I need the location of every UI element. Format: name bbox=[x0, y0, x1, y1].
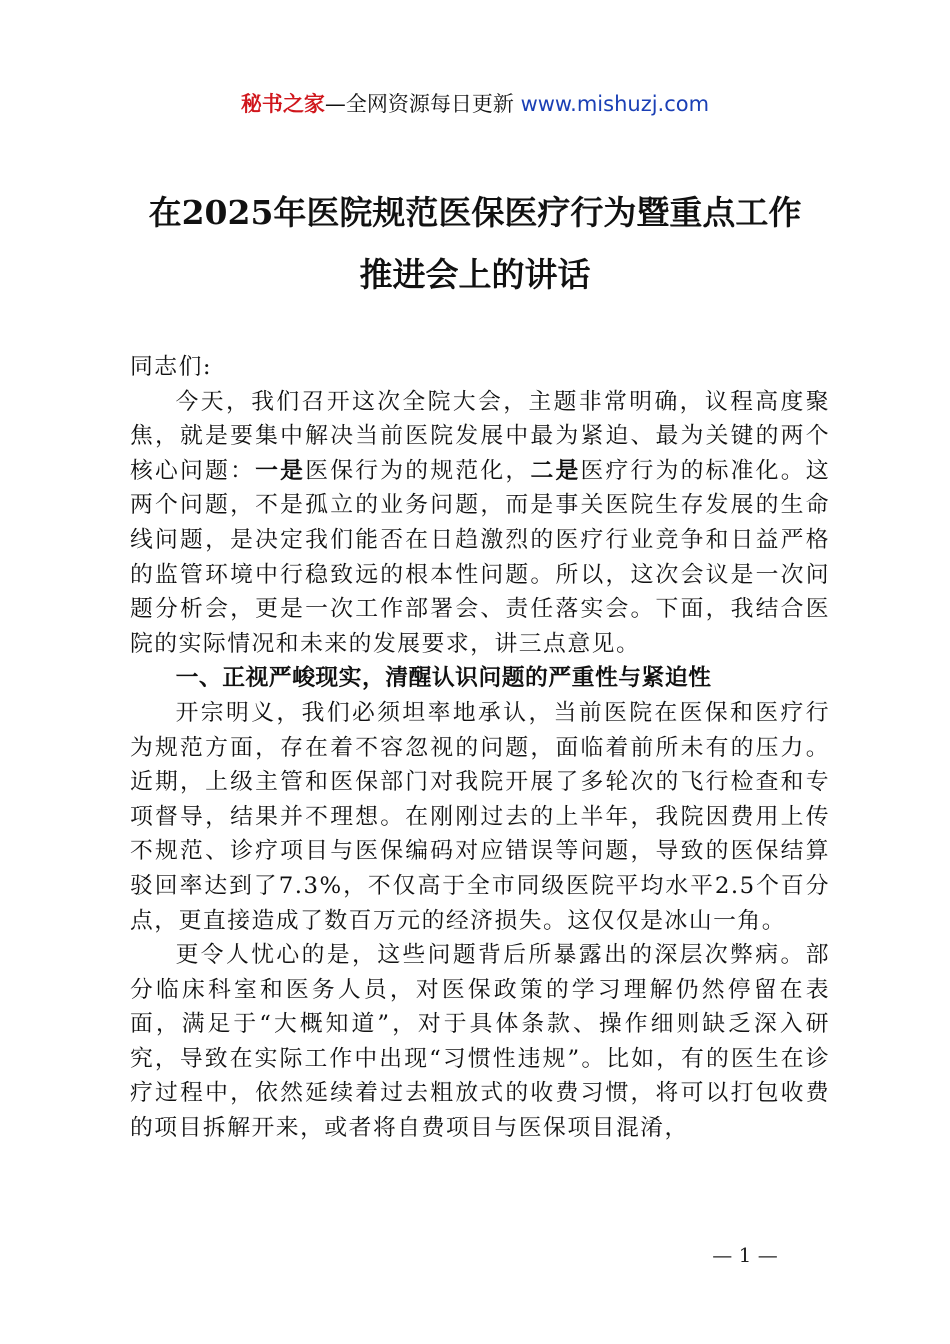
title-line-1: 在2025年医院规范医保医疗行为暨重点工作 bbox=[148, 193, 802, 232]
site-banner bbox=[0, 88, 950, 120]
title-line-2: 推进会上的讲话 bbox=[359, 255, 591, 294]
paragraph-2: 开宗明义，我们必须坦率地承认，当前医院在医保和医疗行为规范方面，存在着不容忽视的问题，面临着前所未有的压力。近期，上级主管和医保部门对我院开展了多轮次的飞行检查和专项督导，结果并不理想。在刚刚过去的上半年，我院因费用上传不规范、诊疗项目与医保编码对应错误等问题，导致的医保结算驳回率达到了7.3%，不仅高于全市同级医院平均水平2.5个百分点，更直接造成了数百万元的经济损失。这仅仅是冰山一角。 bbox=[130, 699, 830, 934]
intro-text-a: 今天，我们召开这次全院大会，主题非常明确，议程高度聚焦，就是要集中解决当前医院发展中最为紧迫、最为关键的两个核心问题： bbox=[130, 388, 830, 484]
paragraph-3: 更令人忧心的是，这些问题背后所暴露出的深层次弊病。部分临床科室和医务人员，对医保政策的学习理解仍然停留在表面，满足于“大概知道”，对于具体条款、操作细则缺乏深入研究，导致在实际工作中出现“习惯性违规”。比如，有的医生在诊疗过程中，依然延续着过去粗放式的收费习惯，将可以打包收费的项目拆解开来，或者将自费项目与医保项目混淆， bbox=[130, 942, 830, 1142]
greeting: 同志们: bbox=[130, 354, 213, 380]
page-number: — 1 — bbox=[712, 1243, 778, 1267]
document-title bbox=[100, 182, 850, 306]
paragraph-intro bbox=[130, 385, 830, 662]
document-body bbox=[130, 350, 830, 1146]
section-heading-1: 一、正视严峻现实，清醒认识问题的严重性与紧迫性 bbox=[175, 665, 712, 692]
intro-text-d: 医疗行为的标准化。这两个问题，不是孤立的业务问题，而是事关医院生存发展的生命线问题，是决定我们能否在日趋激烈的医疗行业竞争和日益严格的监管环境中行稳致远的根本性问题。所以，这次会议是一次问题分析会，更是一次工作部署会、责任落实会。下面，我结合医院的实际情况和未来的发展要求，讲三点意见。 bbox=[130, 457, 831, 657]
intro-text-c: 医保行为的规范化， bbox=[305, 457, 531, 484]
intro-bold-second: 二是 bbox=[530, 457, 581, 484]
intro-bold-first: 一是 bbox=[255, 457, 306, 484]
banner-slogan: —全网资源每日更新 bbox=[324, 92, 521, 116]
banner-url-link[interactable]: www.mishuzj.com bbox=[520, 92, 710, 116]
banner-brand: 秘书之家 bbox=[240, 92, 325, 116]
